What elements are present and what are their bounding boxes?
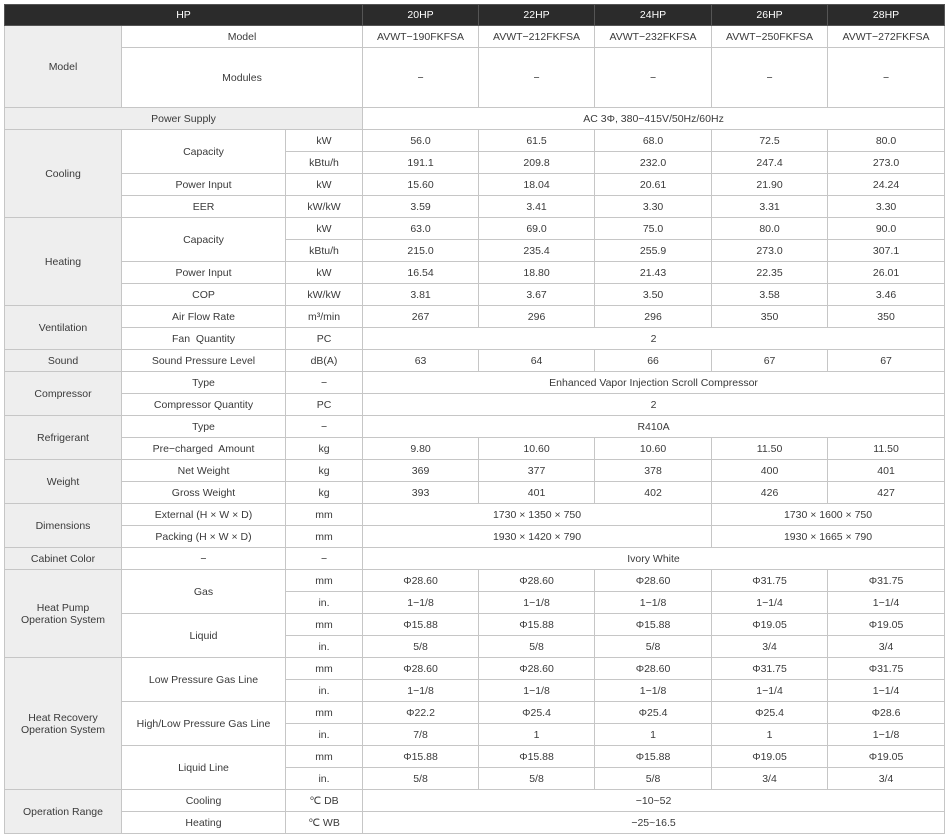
cell: Φ15.88 <box>479 746 595 768</box>
cell: 56.0 <box>363 130 479 152</box>
cell: 1−1/4 <box>712 592 828 614</box>
unit: in. <box>286 680 363 702</box>
unit: − <box>286 372 363 394</box>
cell: AVWT−232FKFSA <box>595 26 712 48</box>
unit: kg <box>286 482 363 504</box>
label-model: Model <box>122 26 363 48</box>
cell: Φ28.60 <box>363 658 479 680</box>
unit: kW/kW <box>286 284 363 306</box>
label-power-supply: Power Supply <box>5 108 363 130</box>
row-heating-power-input <box>5 262 945 284</box>
cell: 426 <box>712 482 828 504</box>
cell: Enhanced Vapor Injection Scroll Compressor <box>363 372 945 394</box>
cell: 63 <box>363 350 479 372</box>
cell: 69.0 <box>479 218 595 240</box>
cell: 1930 × 1420 × 790 <box>363 526 712 548</box>
unit: kW <box>286 218 363 240</box>
cell: 401 <box>828 460 945 482</box>
cell: 7/8 <box>363 724 479 746</box>
cell: 235.4 <box>479 240 595 262</box>
unit: kW <box>286 130 363 152</box>
group-operation-range: Operation Range <box>5 790 122 834</box>
label-packing: Packing (H × W × D) <box>122 526 286 548</box>
cell: 5/8 <box>479 768 595 790</box>
unit: PC <box>286 328 363 350</box>
cell: 1−1/8 <box>595 680 712 702</box>
cell: Φ31.75 <box>828 658 945 680</box>
cell: Φ28.60 <box>479 570 595 592</box>
unit: ℃ WB <box>286 812 363 834</box>
label-fan-qty: Fan Quantity <box>122 328 286 350</box>
cell: Φ25.4 <box>595 702 712 724</box>
row-modules <box>5 48 945 108</box>
cell: − <box>363 48 479 108</box>
spec-table <box>4 4 945 834</box>
row-fan-qty <box>5 328 945 350</box>
row-power-supply <box>5 108 945 130</box>
cell: 3/4 <box>712 768 828 790</box>
unit: m³/min <box>286 306 363 328</box>
cell: 1−1/8 <box>828 724 945 746</box>
cell: 1 <box>712 724 828 746</box>
cell: 3.31 <box>712 196 828 218</box>
unit: mm <box>286 702 363 724</box>
header-model: 20HP <box>363 5 479 26</box>
header-model: 28HP <box>828 5 945 26</box>
cell: 66 <box>595 350 712 372</box>
row-refrigerant-type <box>5 416 945 438</box>
cell: 3/4 <box>828 636 945 658</box>
unit: in. <box>286 724 363 746</box>
unit: kBtu/h <box>286 152 363 174</box>
cell: AVWT−212FKFSA <box>479 26 595 48</box>
cell: 1730 × 1600 × 750 <box>712 504 945 526</box>
cell: 427 <box>828 482 945 504</box>
cell: 1−1/8 <box>595 592 712 614</box>
header-model: 26HP <box>712 5 828 26</box>
unit: kW <box>286 262 363 284</box>
unit: in. <box>286 768 363 790</box>
cell: 1 <box>479 724 595 746</box>
cell: 61.5 <box>479 130 595 152</box>
cell: 401 <box>479 482 595 504</box>
cell: 3.30 <box>595 196 712 218</box>
cell: 3.46 <box>828 284 945 306</box>
label-cooling-capacity: Capacity <box>122 130 286 174</box>
cell: 393 <box>363 482 479 504</box>
cell: Φ15.88 <box>479 614 595 636</box>
cell: Φ25.4 <box>479 702 595 724</box>
row-hp-liquid-mm <box>5 614 945 636</box>
cell: Φ28.60 <box>479 658 595 680</box>
cell: 2 <box>363 328 945 350</box>
cell: 378 <box>595 460 712 482</box>
cell: 296 <box>595 306 712 328</box>
cell: 3.50 <box>595 284 712 306</box>
cell: 63.0 <box>363 218 479 240</box>
cell: Φ28.60 <box>363 570 479 592</box>
cell: Φ19.05 <box>828 746 945 768</box>
cell: AVWT−272FKFSA <box>828 26 945 48</box>
cell: Φ28.60 <box>595 658 712 680</box>
row-net-weight <box>5 460 945 482</box>
cell: 369 <box>363 460 479 482</box>
cell: Φ15.88 <box>363 614 479 636</box>
unit: mm <box>286 746 363 768</box>
cell: AC 3Φ, 380−415V/50Hz/60Hz <box>363 108 945 130</box>
row-compressor-qty <box>5 394 945 416</box>
unit: in. <box>286 592 363 614</box>
cell: 1−1/8 <box>363 680 479 702</box>
unit: mm <box>286 614 363 636</box>
label-heating-capacity: Capacity <box>122 218 286 262</box>
unit: in. <box>286 636 363 658</box>
cell: 80.0 <box>712 218 828 240</box>
cell: Φ19.05 <box>712 614 828 636</box>
unit: − <box>286 416 363 438</box>
row-hr-liquid-mm <box>5 746 945 768</box>
cell: −10~52 <box>363 790 945 812</box>
cell: 1−1/4 <box>828 680 945 702</box>
cell: 21.43 <box>595 262 712 284</box>
cell: 2 <box>363 394 945 416</box>
row-cooling-power-input <box>5 174 945 196</box>
cell: 255.9 <box>595 240 712 262</box>
cell: Φ31.75 <box>712 570 828 592</box>
cell: 3/4 <box>712 636 828 658</box>
cell: 232.0 <box>595 152 712 174</box>
header-row <box>5 5 945 26</box>
cell: 3.41 <box>479 196 595 218</box>
cell: 20.61 <box>595 174 712 196</box>
cell: 9.80 <box>363 438 479 460</box>
row-op-heating <box>5 812 945 834</box>
group-cooling: Cooling <box>5 130 122 218</box>
cell: Ivory White <box>363 548 945 570</box>
cell: 11.50 <box>828 438 945 460</box>
unit: mm <box>286 504 363 526</box>
cell: Φ19.05 <box>828 614 945 636</box>
row-heating-cop <box>5 284 945 306</box>
cell: 402 <box>595 482 712 504</box>
group-heat-pump-line1: Heat Pump <box>36 601 90 614</box>
cell: Φ25.4 <box>712 702 828 724</box>
cell: 67 <box>712 350 828 372</box>
cell: 3/4 <box>828 768 945 790</box>
unit: kW/kW <box>286 196 363 218</box>
cell: − <box>595 48 712 108</box>
group-ventilation: Ventilation <box>5 306 122 350</box>
label-external: External (H × W × D) <box>122 504 286 526</box>
cell: 90.0 <box>828 218 945 240</box>
label-eer: EER <box>122 196 286 218</box>
cell: 296 <box>479 306 595 328</box>
cell: 10.60 <box>479 438 595 460</box>
cell: 5/8 <box>363 768 479 790</box>
cell: 350 <box>828 306 945 328</box>
cell: 3.58 <box>712 284 828 306</box>
cell: Φ28.60 <box>595 570 712 592</box>
unit: kg <box>286 438 363 460</box>
cell: 15.60 <box>363 174 479 196</box>
cell: 1−1/8 <box>479 592 595 614</box>
cell: 5/8 <box>595 768 712 790</box>
label-compressor-qty: Compressor Quantity <box>122 394 286 416</box>
cell: 3.59 <box>363 196 479 218</box>
cell: 3.30 <box>828 196 945 218</box>
cell: 377 <box>479 460 595 482</box>
unit: mm <box>286 570 363 592</box>
cell: AVWT−190FKFSA <box>363 26 479 48</box>
row-cooling-eer <box>5 196 945 218</box>
row-precharged <box>5 438 945 460</box>
group-heating: Heating <box>5 218 122 306</box>
unit: PC <box>286 394 363 416</box>
row-external <box>5 504 945 526</box>
unit: dB(A) <box>286 350 363 372</box>
cell: 21.90 <box>712 174 828 196</box>
cell: 209.8 <box>479 152 595 174</box>
label-cop: COP <box>122 284 286 306</box>
group-heat-pump-line2: Operation System <box>20 613 106 626</box>
cell: 75.0 <box>595 218 712 240</box>
row-sound <box>5 350 945 372</box>
label-precharged: Pre−charged Amount <box>122 438 286 460</box>
cell: 247.4 <box>712 152 828 174</box>
row-op-cooling <box>5 790 945 812</box>
cell: 1−1/8 <box>479 680 595 702</box>
cell: 64 <box>479 350 595 372</box>
label-net-weight: Net Weight <box>122 460 286 482</box>
cell: Φ15.88 <box>363 746 479 768</box>
label-hr-liquid-line: Liquid Line <box>122 746 286 790</box>
cell: 11.50 <box>712 438 828 460</box>
row-model <box>5 26 945 48</box>
cell: 22.35 <box>712 262 828 284</box>
unit: kBtu/h <box>286 240 363 262</box>
header-hp: HP <box>5 5 363 26</box>
cell: 1730 × 1350 × 750 <box>363 504 712 526</box>
cell: 273.0 <box>712 240 828 262</box>
cell: 1−1/4 <box>828 592 945 614</box>
cell: 18.04 <box>479 174 595 196</box>
label-op-heating: Heating <box>122 812 286 834</box>
header-model: 22HP <box>479 5 595 26</box>
group-model: Model <box>5 26 122 108</box>
row-gross-weight <box>5 482 945 504</box>
label-cooling-power-input: Power Input <box>122 174 286 196</box>
label-sound: Sound Pressure Level <box>122 350 286 372</box>
row-air-flow <box>5 306 945 328</box>
row-heating-capacity-kw <box>5 218 945 240</box>
group-heat-recovery <box>5 658 122 790</box>
unit: mm <box>286 526 363 548</box>
cell: 273.0 <box>828 152 945 174</box>
cell: AVWT−250FKFSA <box>712 26 828 48</box>
cell: − <box>479 48 595 108</box>
label-hp-liquid: Liquid <box>122 614 286 658</box>
cell: 5/8 <box>363 636 479 658</box>
cell: 5/8 <box>595 636 712 658</box>
cell: 16.54 <box>363 262 479 284</box>
cell: 1930 × 1665 × 790 <box>712 526 945 548</box>
group-compressor: Compressor <box>5 372 122 416</box>
cell: 1−1/8 <box>363 592 479 614</box>
group-heat-pump <box>5 570 122 658</box>
group-refrigerant: Refrigerant <box>5 416 122 460</box>
cell: 307.1 <box>828 240 945 262</box>
label-refrigerant-type: Type <box>122 416 286 438</box>
cell: Φ28.6 <box>828 702 945 724</box>
cell: 68.0 <box>595 130 712 152</box>
row-packing <box>5 526 945 548</box>
row-hr-lp-mm <box>5 658 945 680</box>
label-modules: Modules <box>122 48 363 108</box>
group-dimensions: Dimensions <box>5 504 122 548</box>
cell: R410A <box>363 416 945 438</box>
cell: Φ15.88 <box>595 614 712 636</box>
cell: Φ31.75 <box>828 570 945 592</box>
row-compressor-type <box>5 372 945 394</box>
row-cooling-capacity-kw <box>5 130 945 152</box>
label-air-flow: Air Flow Rate <box>122 306 286 328</box>
label-cabinet: − <box>122 548 286 570</box>
cell: 267 <box>363 306 479 328</box>
cell: 3.81 <box>363 284 479 306</box>
label-gross-weight: Gross Weight <box>122 482 286 504</box>
unit: ℃ DB <box>286 790 363 812</box>
cell: − <box>828 48 945 108</box>
group-cabinet-color: Cabinet Color <box>5 548 122 570</box>
cell: 400 <box>712 460 828 482</box>
label-compressor-type: Type <box>122 372 286 394</box>
row-hr-hl-mm <box>5 702 945 724</box>
cell: 1−1/4 <box>712 680 828 702</box>
cell: 67 <box>828 350 945 372</box>
cell: 24.24 <box>828 174 945 196</box>
cell: 191.1 <box>363 152 479 174</box>
label-heating-power-input: Power Input <box>122 262 286 284</box>
cell: Φ31.75 <box>712 658 828 680</box>
cell: −25~16.5 <box>363 812 945 834</box>
unit: − <box>286 548 363 570</box>
cell: 10.60 <box>595 438 712 460</box>
group-weight: Weight <box>5 460 122 504</box>
cell: 3.67 <box>479 284 595 306</box>
cell: 80.0 <box>828 130 945 152</box>
cell: 215.0 <box>363 240 479 262</box>
cell: 72.5 <box>712 130 828 152</box>
cell: − <box>712 48 828 108</box>
group-heat-recovery-line2: Operation System <box>20 723 106 736</box>
label-hp-gas: Gas <box>122 570 286 614</box>
cell: Φ15.88 <box>595 746 712 768</box>
label-op-cooling: Cooling <box>122 790 286 812</box>
unit: kg <box>286 460 363 482</box>
row-cabinet-color <box>5 548 945 570</box>
cell: 5/8 <box>479 636 595 658</box>
cell: Φ19.05 <box>712 746 828 768</box>
unit: kW <box>286 174 363 196</box>
row-hp-gas-mm <box>5 570 945 592</box>
header-model: 24HP <box>595 5 712 26</box>
unit: mm <box>286 658 363 680</box>
cell: 26.01 <box>828 262 945 284</box>
cell: Φ22.2 <box>363 702 479 724</box>
group-heat-recovery-line1: Heat Recovery <box>28 711 98 724</box>
group-sound: Sound <box>5 350 122 372</box>
label-hr-low-pressure: Low Pressure Gas Line <box>122 658 286 702</box>
cell: 350 <box>712 306 828 328</box>
label-hr-high-low-pressure: High/Low Pressure Gas Line <box>122 702 286 746</box>
cell: 18.80 <box>479 262 595 284</box>
cell: 1 <box>595 724 712 746</box>
